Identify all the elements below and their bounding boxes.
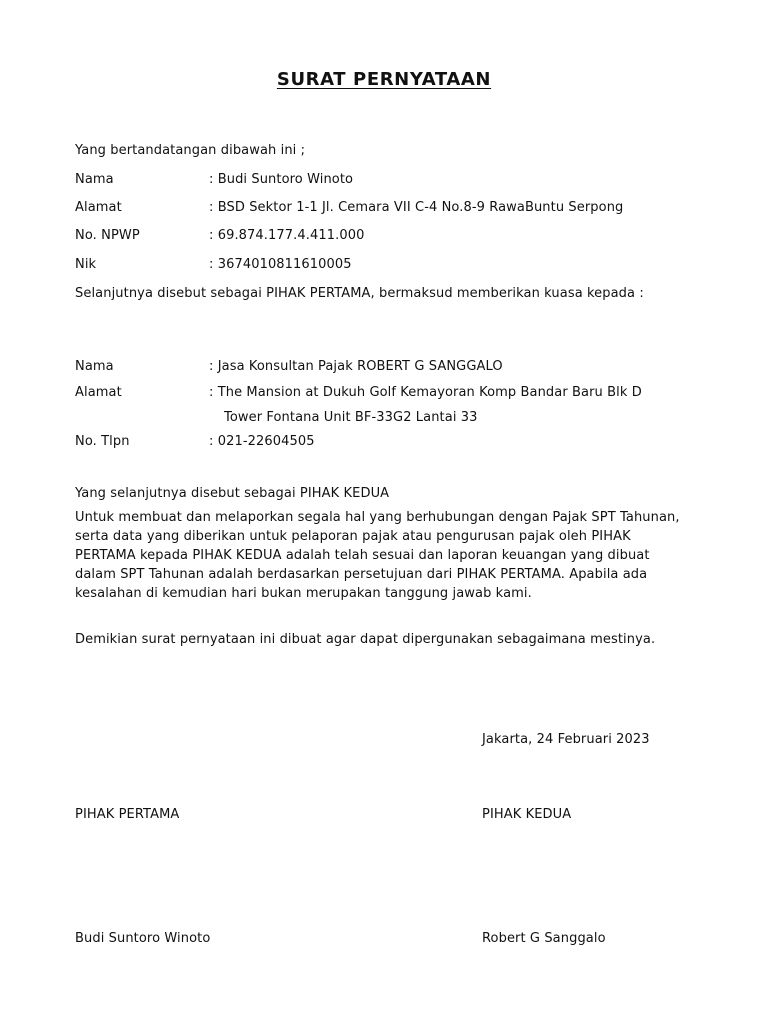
first-party-nik-label: Nik bbox=[75, 257, 97, 272]
first-party-npwp-value: : 69.874.177.4.411.000 bbox=[209, 228, 365, 243]
second-party-address-label: Alamat bbox=[75, 385, 122, 400]
second-party-signatory-name: Robert G Sanggalo bbox=[482, 931, 606, 946]
statement-line-1: Untuk membuat dan melaporkan segala hal yang berhubungan dengan Pajak SPT Tahunan, bbox=[75, 510, 680, 525]
first-party-address-value: : BSD Sektor 1-1 Jl. Cemara VII C-4 No.8-9 RawaBuntu Serpong bbox=[209, 200, 624, 215]
first-party-name-label: Nama bbox=[75, 172, 114, 187]
second-party-name-value: : Jasa Konsultan Pajak ROBERT G SANGGALO bbox=[209, 359, 503, 374]
statement-paragraph bbox=[75, 508, 715, 603]
second-party-name-label: Nama bbox=[75, 359, 114, 374]
second-party-note: Yang selanjutnya disebut sebagai PIHAK KEDUA bbox=[75, 486, 390, 501]
first-party-address-label: Alamat bbox=[75, 200, 122, 215]
first-party-name-value: : Budi Suntoro Winoto bbox=[209, 172, 354, 187]
second-party-address-line2: Tower Fontana Unit BF-33G2 Lantai 33 bbox=[224, 410, 478, 425]
first-party-signature-label: PIHAK PERTAMA bbox=[75, 807, 180, 822]
second-party-phone-label: No. Tlpn bbox=[75, 434, 130, 449]
second-party-signature-label: PIHAK KEDUA bbox=[482, 807, 572, 822]
closing-text: Demikian surat pernyataan ini dibuat agar dapat dipergunakan sebagaimana mestinya. bbox=[75, 632, 656, 647]
second-party-address-line1: : The Mansion at Dukuh Golf Kemayoran Komp Bandar Baru Blk D bbox=[209, 385, 642, 400]
statement-line-3: PERTAMA kepada PIHAK KEDUA adalah telah sesuai dan laporan keuangan yang dibuat bbox=[75, 548, 650, 563]
first-party-signatory-name: Budi Suntoro Winoto bbox=[75, 931, 211, 946]
statement-line-5: kesalahan di kemudian hari bukan merupakan tanggung jawab kami. bbox=[75, 586, 532, 601]
first-party-note: Selanjutnya disebut sebagai PIHAK PERTAMA, bermaksud memberikan kuasa kepada : bbox=[75, 286, 644, 301]
statement-line-4: dalam SPT Tahunan adalah berdasarkan persetujuan dari PIHAK PERTAMA. Apabila ada bbox=[75, 567, 648, 582]
statement-line-2: serta data yang diberikan untuk pelaporan pajak atau pengurusan pajak oleh PIHAK bbox=[75, 529, 631, 544]
intro-text: Yang bertandatangan dibawah ini ; bbox=[75, 143, 306, 158]
first-party-nik-value: : 3674010811610005 bbox=[209, 257, 352, 272]
document-title-text: SURAT PERNYATAAN bbox=[276, 69, 492, 90]
document-title bbox=[0, 69, 768, 90]
first-party-npwp-label: No. NPWP bbox=[75, 228, 140, 243]
second-party-phone-value: : 021-22604505 bbox=[209, 434, 315, 449]
place-date: Jakarta, 24 Februari 2023 bbox=[482, 732, 650, 747]
